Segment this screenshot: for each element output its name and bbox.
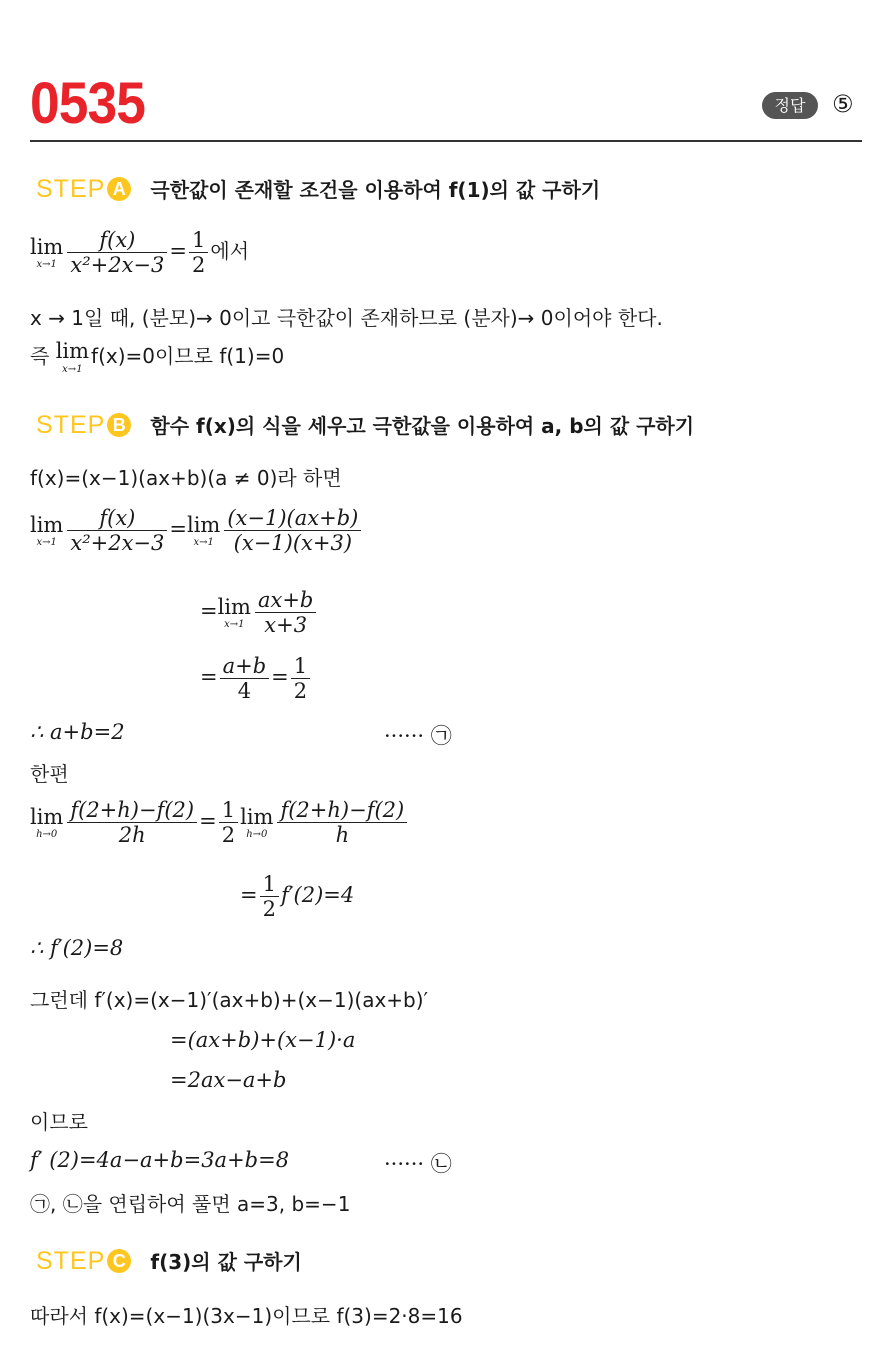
lim-b1: lim x→1: [30, 512, 64, 548]
lim-b2: lim x→1: [187, 512, 221, 548]
lim-b3: lim x→1: [217, 594, 251, 630]
step-b-f2: f′ (2)=4a−a+b=3a+b=8: [30, 1148, 290, 1172]
header-rule: [30, 140, 862, 142]
step-a-label: STEP: [36, 175, 106, 203]
step-b-line1: f(x)=(x−1)(ax+b)(a ≠ 0)라 하면: [30, 466, 342, 490]
ref-1: ······ ㉠: [384, 724, 452, 748]
frac-b2: $\frac{(x-1)(ax+b)}{(x-1)(x+3)}$: [224, 506, 361, 555]
frac-half-h2: $\frac{1}{2}$: [260, 872, 279, 921]
step-a-line3: 즉 lim x→1 f(x)=0이므로 f(1)=0: [30, 339, 285, 375]
step-b-result1: ∴ a+b=2: [30, 720, 125, 744]
step-a-limit-eq: lim x→1 $\frac{f(x)}{\text{x²+2x−3}}$ = $\frac{1}{2}$ 에서: [30, 228, 250, 278]
step-b-solve: ㉠, ㉡을 연립하여 풀면 a=3, b=−1: [30, 1192, 351, 1216]
step-b-result2: ∴ f′(2)=8: [30, 936, 124, 960]
ref-2: ······ ㉡: [384, 1152, 452, 1176]
step-b-limit-eq3: = $\frac{a+b}{4}$ = $\frac{1}{2}$: [200, 654, 312, 703]
answer-badge: [762, 92, 818, 119]
frac-half-h: $\frac{1}{2}$: [219, 798, 238, 847]
step-c-title: f(3)의 값 구하기: [150, 1250, 302, 1274]
step-b-deriv-eq1: lim h→0 $\frac{f(2+h)-f(2)}{2h}$ = $\frac{1}{2}$ lim h→0 $\frac{f(2+h)-f(2)}{h}$: [30, 798, 409, 847]
step-b-heading: [36, 410, 694, 440]
answer-value: ⑤: [832, 90, 854, 118]
step-b-label: STEP: [36, 411, 106, 439]
frac-b4: $\frac{a+b}{4}$: [220, 654, 270, 703]
lim-h1: lim h→0: [30, 804, 64, 840]
frac-b1: $\frac{f(x)}{\text{x²+2x−3}}$: [67, 506, 167, 555]
answer-badge-label: 정답: [774, 96, 806, 115]
step-a-heading: [36, 174, 600, 204]
lim-h2: lim h→0: [240, 804, 274, 840]
step-b-eq3: =2ax−a+b: [170, 1068, 287, 1092]
step-b-limit-eq2: = lim x→1 $\frac{ax+b}{x+3}$: [200, 588, 318, 637]
lim-a1: lim x→1: [30, 234, 64, 270]
step-a-line2: x → 1일 때, (분모)→ 0이고 극한값이 존재하므로 (분자)→ 0이어야 한다.: [30, 306, 663, 330]
step-b-badge: B: [107, 413, 131, 437]
frac-h2: $\frac{f(2+h)-f(2)}{h}$: [277, 798, 407, 847]
step-c-heading: [36, 1246, 302, 1276]
step-b-title: 함수 f(x)의 식을 세우고 극한값을 이용하여 a, b의 값 구하기: [150, 414, 695, 438]
frac-b3: $\frac{ax+b}{x+3}$: [255, 588, 316, 637]
step-b-imeuro: 이므로: [30, 1110, 88, 1134]
frac-a1: $\frac{f(x)}{\text{x²+2x−3}}$: [67, 228, 167, 277]
step-a-title: 극한값이 존재할 조건을 이용하여 f(1)의 값 구하기: [150, 178, 601, 202]
frac-half-b: $\frac{1}{2}$: [291, 654, 310, 703]
step-b-geureonde: 그런데 f′(x)=(x−1)′(ax+b)+(x−1)(ax+b)′: [30, 988, 429, 1012]
lim-a2: lim x→1: [55, 339, 90, 375]
step-c-line: 따라서 f(x)=(x−1)(3x−1)이므로 f(3)=2·8=16: [30, 1304, 463, 1328]
step-c-badge: C: [107, 1249, 131, 1273]
frac-h1: $\frac{f(2+h)-f(2)}{2h}$: [67, 798, 197, 847]
step-b-limit-eq1: lim x→1 $\frac{f(x)}{\text{x²+2x−3}}$ = lim x→1 $\frac{(x-1)(ax+b)}{(x-1)(x+3)}$: [30, 506, 363, 555]
step-b-eq2: =(ax+b)+(x−1)·a: [170, 1028, 356, 1052]
step-c-label: STEP: [36, 1247, 106, 1275]
step-a-badge: A: [107, 177, 131, 201]
problem-number: 0535: [30, 71, 146, 136]
step-b-hanpyeon: 한편: [30, 762, 69, 786]
step-b-deriv-eq2: = $\frac{1}{2}$ f′(2)=4: [240, 872, 355, 922]
frac-half-a: $\frac{1}{2}$: [189, 228, 208, 277]
